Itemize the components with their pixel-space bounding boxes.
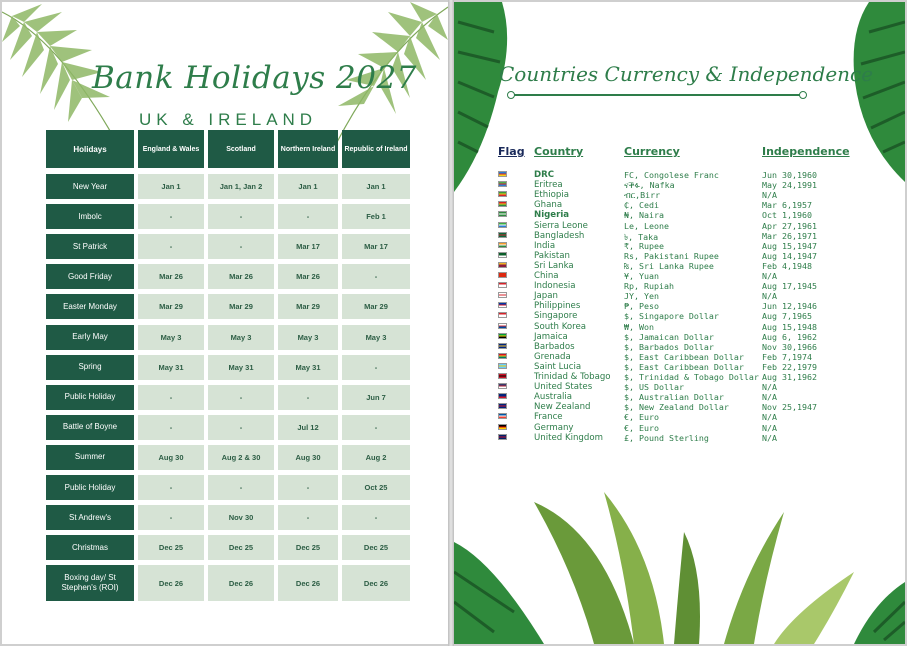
flag-icon xyxy=(498,292,507,298)
holiday-name: St Patrick xyxy=(46,234,134,259)
country-row xyxy=(498,392,898,402)
holiday-date: - xyxy=(342,415,410,440)
independence-date: Feb 22,1979 xyxy=(762,361,817,372)
holiday-date: May 31 xyxy=(278,355,338,380)
holiday-date: - xyxy=(138,204,204,229)
holiday-name: Spring xyxy=(46,355,134,380)
country-row xyxy=(498,382,898,392)
holiday-date: Aug 30 xyxy=(138,445,204,470)
independence-date: Aug 15,1947 xyxy=(762,240,817,251)
holiday-date: - xyxy=(278,505,338,530)
independence-date: Jun 12,1946 xyxy=(762,301,817,312)
independence-date: Feb 4,1948 xyxy=(762,260,812,271)
holiday-date: Dec 25 xyxy=(278,535,338,560)
holiday-date: - xyxy=(278,385,338,410)
country-row xyxy=(498,180,898,190)
flag-icon xyxy=(498,242,507,248)
flag-icon xyxy=(498,323,507,329)
holiday-date: Mar 26 xyxy=(138,264,204,289)
column-header-independence: Independence xyxy=(762,145,850,158)
holiday-date: Dec 26 xyxy=(138,565,204,601)
country-row xyxy=(498,342,898,352)
flag-icon xyxy=(498,282,507,288)
country-row xyxy=(498,261,898,271)
independence-date: N/A xyxy=(762,382,777,393)
holiday-name: New Year xyxy=(46,174,134,199)
independence-date: Aug 7,1965 xyxy=(762,311,812,322)
country-name: Indonesia xyxy=(534,281,576,292)
currency-name: ₦, Naira xyxy=(624,210,664,221)
country-row xyxy=(498,221,898,231)
independence-date: May 24,1991 xyxy=(762,180,817,191)
country-name: Philippines xyxy=(534,301,581,312)
holiday-date: - xyxy=(342,505,410,530)
country-name: Ghana xyxy=(534,200,563,211)
currency-name: JY, Yen xyxy=(624,291,659,302)
flag-icon xyxy=(498,373,507,379)
holiday-date: Jan 1 xyxy=(342,174,410,199)
country-row xyxy=(498,271,898,281)
flag-icon xyxy=(498,191,507,197)
country-name: China xyxy=(534,271,559,281)
holiday-date: - xyxy=(138,385,204,410)
holiday-date: - xyxy=(208,475,274,500)
holiday-date: - xyxy=(208,385,274,410)
flag-icon xyxy=(498,363,507,369)
holiday-date: - xyxy=(342,264,410,289)
currency-name: €, Euro xyxy=(624,412,659,423)
country-row xyxy=(498,362,898,372)
holiday-date: Mar 17 xyxy=(342,234,410,259)
independence-date: N/A xyxy=(762,422,777,433)
currency-name: $, East Caribbean Dollar xyxy=(624,351,744,362)
holiday-date: Oct 25 xyxy=(342,475,410,500)
holiday-name: Good Friday xyxy=(46,264,134,289)
holiday-name: Boxing day/ St Stephen's (ROI) xyxy=(46,565,134,601)
flag-icon xyxy=(498,201,507,207)
flag-icon xyxy=(498,222,507,228)
holiday-date: Aug 2 & 30 xyxy=(208,445,274,470)
holiday-date: Aug 30 xyxy=(278,445,338,470)
holiday-date: Mar 29 xyxy=(208,294,274,319)
country-name: DRC xyxy=(534,170,555,180)
country-row xyxy=(498,231,898,241)
holiday-date: Mar 17 xyxy=(278,234,338,259)
column-header-currency: Currency xyxy=(624,145,680,158)
flag-icon xyxy=(498,181,507,187)
holiday-date: May 3 xyxy=(342,325,410,350)
column-header: Northern Ireland xyxy=(278,130,338,168)
country-name: France xyxy=(534,412,563,423)
country-name: South Korea xyxy=(534,321,587,332)
currency-name: €, Euro xyxy=(624,422,659,433)
holiday-name: Public Holiday xyxy=(46,475,134,500)
currency-name: $, Australian Dollar xyxy=(624,392,724,403)
flag-icon xyxy=(498,424,507,430)
currency-name: ₩, Won xyxy=(624,321,654,332)
independence-date: Mar 26,1971 xyxy=(762,230,817,241)
holiday-date: May 31 xyxy=(138,355,204,380)
holiday-date: Jun 7 xyxy=(342,385,410,410)
flag-icon xyxy=(498,413,507,419)
holiday-name: Easter Monday xyxy=(46,294,134,319)
currency-name: $, East Caribbean Dollar xyxy=(624,361,744,372)
currency-name: £, Pound Sterling xyxy=(624,432,709,443)
country-name: India xyxy=(534,240,556,251)
holiday-name: Early May xyxy=(46,325,134,350)
country-row xyxy=(498,311,898,321)
country-row xyxy=(498,352,898,362)
flag-icon xyxy=(498,353,507,359)
country-row xyxy=(498,423,898,433)
currency-name: $, Jamaican Dollar xyxy=(624,331,714,342)
flag-icon xyxy=(498,232,507,238)
country-row xyxy=(498,190,898,200)
holiday-date: Dec 25 xyxy=(342,535,410,560)
country-name: Trinidad & Tobago xyxy=(534,372,611,382)
holiday-date: Jan 1, Jan 2 xyxy=(208,174,274,199)
holiday-name: Christmas xyxy=(46,535,134,560)
currency-name: $, Barbados Dollar xyxy=(624,341,714,352)
holiday-date: - xyxy=(208,415,274,440)
country-name: Grenada xyxy=(534,351,571,362)
holiday-date: May 31 xyxy=(208,355,274,380)
page-subtitle: UK & IRELAND xyxy=(139,110,318,129)
holiday-date: - xyxy=(278,204,338,229)
holiday-name: Battle of Boyne xyxy=(46,415,134,440)
monstera-leaf-decoration xyxy=(454,2,514,192)
left-page xyxy=(2,2,448,644)
independence-date: Apr 27,1961 xyxy=(762,220,817,231)
column-header: Holidays xyxy=(46,130,134,168)
country-name: Sierra Leone xyxy=(534,220,588,231)
independence-date: N/A xyxy=(762,190,777,201)
country-row xyxy=(498,433,898,443)
country-row xyxy=(498,412,898,422)
independence-date: N/A xyxy=(762,392,777,403)
flag-icon xyxy=(498,343,507,349)
flag-icon xyxy=(498,333,507,339)
column-header: Scotland xyxy=(208,130,274,168)
country-row xyxy=(498,241,898,251)
flag-icon xyxy=(498,252,507,258)
country-row xyxy=(498,170,898,180)
holiday-date: Dec 25 xyxy=(208,535,274,560)
country-name: Sri Lanka xyxy=(534,260,574,271)
holiday-date: Jan 1 xyxy=(138,174,204,199)
flag-icon xyxy=(498,393,507,399)
country-row xyxy=(498,200,898,210)
country-name: Bangladesh xyxy=(534,230,585,241)
currency-name: ৳, Taka xyxy=(624,231,659,242)
independence-date: Nov 30,1966 xyxy=(762,341,817,352)
independence-date: N/A xyxy=(762,412,777,423)
country-name: Eritrea xyxy=(534,180,563,191)
independence-date: Aug 15,1948 xyxy=(762,321,817,332)
page-title: Bank Holidays 2027 xyxy=(92,60,417,96)
flag-icon xyxy=(498,211,507,217)
country-row xyxy=(498,301,898,311)
holiday-date: Jan 1 xyxy=(278,174,338,199)
country-row xyxy=(498,281,898,291)
independence-date: Aug 14,1947 xyxy=(762,250,817,261)
currency-name: Le, Leone xyxy=(624,220,669,231)
flag-icon xyxy=(498,171,507,177)
holiday-date: Jul 12 xyxy=(278,415,338,440)
holiday-date: Dec 26 xyxy=(208,565,274,601)
country-name: United States xyxy=(534,382,593,393)
flag-icon xyxy=(498,403,507,409)
independence-date: Feb 7,1974 xyxy=(762,351,812,362)
holiday-date: Feb 1 xyxy=(342,204,410,229)
country-name: Saint Lucia xyxy=(534,361,582,372)
country-name: Japan xyxy=(534,291,558,302)
column-header: Republic of Ireland xyxy=(342,130,410,168)
holiday-date: - xyxy=(138,475,204,500)
country-name: United Kingdom xyxy=(534,432,603,443)
country-row xyxy=(498,322,898,332)
flag-icon xyxy=(498,312,507,318)
country-row xyxy=(498,291,898,301)
flag-icon xyxy=(498,272,507,278)
country-name: New Zealand xyxy=(534,402,591,413)
holiday-date: May 3 xyxy=(208,325,274,350)
independence-date: N/A xyxy=(762,291,777,302)
currency-name: ₱, Peso xyxy=(624,301,659,312)
holiday-name: Summer xyxy=(46,445,134,470)
independence-date: Aug 6, 1962 xyxy=(762,331,817,342)
holiday-date: - xyxy=(342,355,410,380)
country-name: Pakistan xyxy=(534,250,570,261)
banana-leaf-decoration xyxy=(454,472,905,644)
holiday-date: Dec 25 xyxy=(138,535,204,560)
holiday-date: Mar 29 xyxy=(138,294,204,319)
currency-name: Rp, Rupiah xyxy=(624,281,674,292)
currency-name: ₹, Rupee xyxy=(624,240,664,251)
flag-icon xyxy=(498,434,507,440)
independence-date: Oct 1,1960 xyxy=(762,210,812,221)
column-header: England & Wales xyxy=(138,130,204,168)
country-name: Ethiopia xyxy=(534,190,570,201)
country-row xyxy=(498,402,898,412)
page-title: Countries Currency & Independence xyxy=(499,62,874,86)
independence-date: Nov 25,1947 xyxy=(762,402,817,413)
holiday-name: Public Holiday xyxy=(46,385,134,410)
holiday-date: Aug 2 xyxy=(342,445,410,470)
column-header-country: Country xyxy=(534,145,584,158)
independence-date: Aug 31,1962 xyxy=(762,372,817,382)
currency-name: ብር,Birr xyxy=(624,190,661,201)
currency-name: ¥, Yuan xyxy=(624,271,659,281)
holiday-name: St Andrew's xyxy=(46,505,134,530)
currency-name: $, New Zealand Dollar xyxy=(624,402,729,413)
country-name: Singapore xyxy=(534,311,578,322)
currency-name: ₨, Sri Lanka Rupee xyxy=(624,260,714,271)
independence-date: Aug 17,1945 xyxy=(762,281,817,292)
currency-name: Rs, Pakistani Rupee xyxy=(624,250,719,261)
country-name: Australia xyxy=(534,392,573,403)
holiday-date: Dec 26 xyxy=(342,565,410,601)
holiday-date: - xyxy=(208,234,274,259)
holiday-date: - xyxy=(138,505,204,530)
holiday-date: May 3 xyxy=(278,325,338,350)
holiday-date: - xyxy=(138,234,204,259)
country-name: Germany xyxy=(534,422,574,433)
currency-name: FC, Congolese Franc xyxy=(624,170,719,180)
holiday-date: May 3 xyxy=(138,325,204,350)
flag-icon xyxy=(498,262,507,268)
independence-date: N/A xyxy=(762,271,777,281)
flag-icon xyxy=(498,302,507,308)
holiday-date: - xyxy=(138,415,204,440)
holiday-date: - xyxy=(278,475,338,500)
country-name: Barbados xyxy=(534,341,575,352)
currency-name: ናቕፋ, Nafka xyxy=(624,180,675,191)
holiday-date: Mar 26 xyxy=(208,264,274,289)
country-name: Nigeria xyxy=(534,210,570,221)
currency-name: $, US Dollar xyxy=(624,382,684,393)
currency-name: ₵, Cedi xyxy=(624,200,659,211)
holiday-date: - xyxy=(208,204,274,229)
holiday-date: Mar 29 xyxy=(342,294,410,319)
holiday-date: Mar 26 xyxy=(278,264,338,289)
column-header-flag: Flag xyxy=(498,145,525,158)
country-name: Jamaica xyxy=(534,331,568,342)
independence-date: Mar 6,1957 xyxy=(762,200,812,211)
flag-icon xyxy=(498,383,507,389)
holiday-date: Nov 30 xyxy=(208,505,274,530)
country-row xyxy=(498,210,898,220)
currency-name: $, Trinidad & Tobago Dollar xyxy=(624,372,759,382)
country-row xyxy=(498,251,898,261)
monstera-leaf-decoration xyxy=(849,2,905,192)
holiday-date: Mar 29 xyxy=(278,294,338,319)
right-page xyxy=(454,2,905,644)
holiday-date: Dec 26 xyxy=(278,565,338,601)
currency-name: $, Singapore Dollar xyxy=(624,311,719,322)
independence-date: Jun 30,1960 xyxy=(762,170,817,180)
country-row xyxy=(498,332,898,342)
country-row xyxy=(498,372,898,382)
holiday-name: Imbolc xyxy=(46,204,134,229)
title-underline xyxy=(514,94,800,96)
independence-date: N/A xyxy=(762,432,777,443)
